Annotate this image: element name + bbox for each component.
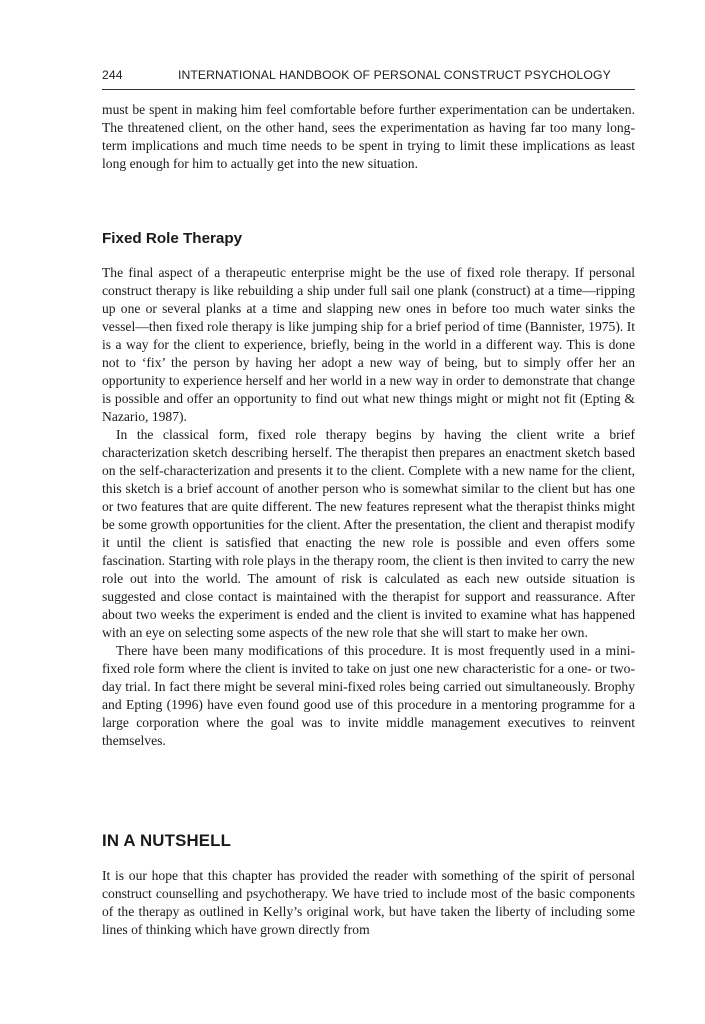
running-head [102,67,635,83]
intro-text-block [102,101,635,173]
header-rule [102,89,635,90]
nutshell-text-block [102,867,635,939]
section-heading-in-a-nutshell: IN A NUTSHELL [102,831,232,850]
paragraph: The final aspect of a therapeutic enterprise might be the use of fixed role therapy. If personal construct therapy is like rebuilding a ship under full sail one plank (construct) at a time—ripping up one or several planks at a time and slapping new ones in before too much water sinks the vessel—then fixed role therapy is like jumping ship for a brief period of time (Bannister, 1975). It is a way for the client to experience, briefly, being in the world in a different way. This is done not to ‘fix’ the person by having her adopt a new way of being, but to simply offer her an opportunity to experience herself and her world in a new way in order to demonstrate that change is possible and offer an opportunity to find out what new things might or might not fit (Epting & Nazario, 1987). [102,265,635,424]
fixed-role-text-block [102,264,635,750]
page-number: 244 [102,68,123,82]
paragraph: It is our hope that this chapter has provided the reader with something of the spirit of personal construct counselling and psychotherapy. We have tried to include most of the basic components of the therapy as outlined in Kelly’s original work, but have taken the liberty of including some lines of thinking which have grown directly from [102,868,635,937]
book-title: INTERNATIONAL HANDBOOK OF PERSONAL CONSTRUCT PSYCHOLOGY [178,68,611,82]
paragraph: There have been many modifications of this procedure. It is most frequently used in a mini-fixed role form where the client is invited to take on just one new characteristic for a one- or two-day trial. In fact there might be several mini-fixed roles being carried out simultaneously. Brophy and Epting (1996) have even found good use of this procedure in a mentoring programme for a large corporation where the goal was to invite middle management executives to reinvent themselves. [102,643,635,748]
intro-paragraph: must be spent in making him feel comfortable before further experimentation can be undertaken. The threatened client, on the other hand, sees the experimentation as having far too many long-term implications and much time needs to be spent in trying to limit these implications as least long enough for him to actually get into the new situation. [102,102,635,171]
paragraph: In the classical form, fixed role therapy begins by having the client write a brief characterization sketch describing herself. The therapist then prepares an enactment sketch based on the self-characterization and presents it to the client. Complete with a new name for the client, this sketch is a brief account of another person who is somewhat similar to the client but has one or two features that are quite different. The new features represent what the therapist thinks might be some growth opportunities for the client. After the presentation, the client and therapist modify it until the client is satisfied that enacting the new role is possible and even offers some fascination. Starting with role plays in the therapy room, the client is then invited to carry the new role out into the world. The amount of risk is calculated as each new outside situation is suggested and close contact is maintained with the therapist for support and reassurance. After about two weeks the experiment is ended and the client is invited to examine what has happened with an eye on selecting some aspects of the new role that she will start to make her own. [102,427,635,640]
section-heading-fixed-role-therapy: Fixed Role Therapy [102,230,243,247]
